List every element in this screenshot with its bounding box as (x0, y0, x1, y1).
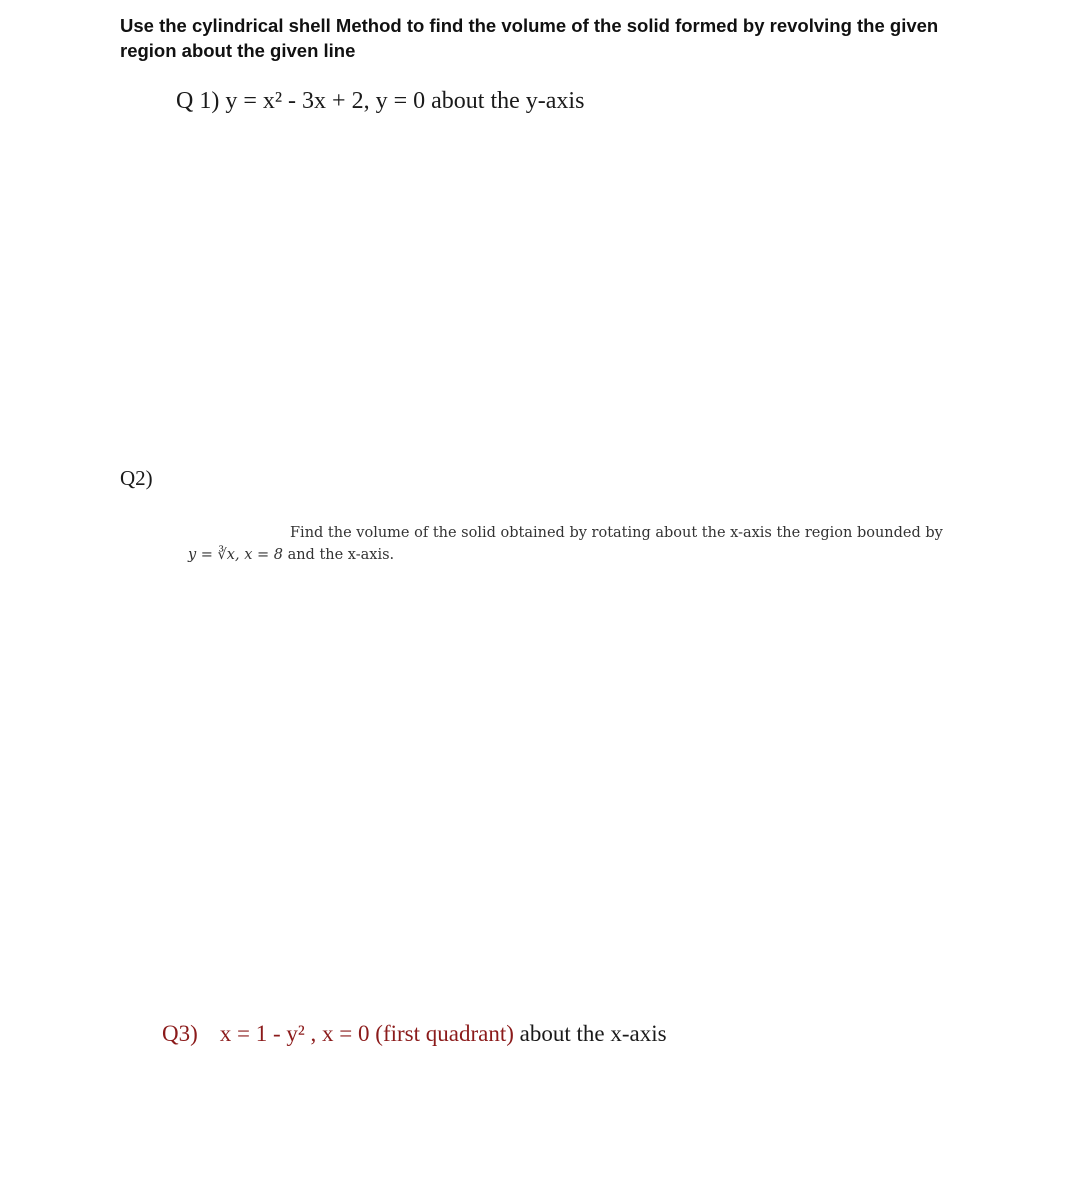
question-3-number: Q3) (162, 1021, 198, 1046)
question-2-line-2-rest: and the x-axis. (282, 547, 395, 563)
question-3-equation: x = 1 - y² , x = 0 (first quadrant) (219, 1021, 514, 1046)
question-2-body (188, 522, 1008, 566)
question-3 (162, 1019, 667, 1049)
question-1-text: Q 1) y = x² - 3x + 2, y = 0 about the y-axis (176, 88, 585, 114)
question-2-label: Q2) (120, 466, 153, 490)
question-2-equation: y = ∛x, x = 8 (188, 547, 283, 563)
question-2-line-1: Find the volume of the solid obtained by rotating about the x-axis the region bounded by (290, 525, 943, 541)
instructions-heading: Use the cylindrical shell Method to find the volume of the solid formed by revolving the given region about the given line (120, 15, 939, 61)
question-1 (176, 86, 584, 116)
question-3-rest: about the x-axis (513, 1021, 667, 1046)
question-2-line-2 (188, 544, 1008, 566)
